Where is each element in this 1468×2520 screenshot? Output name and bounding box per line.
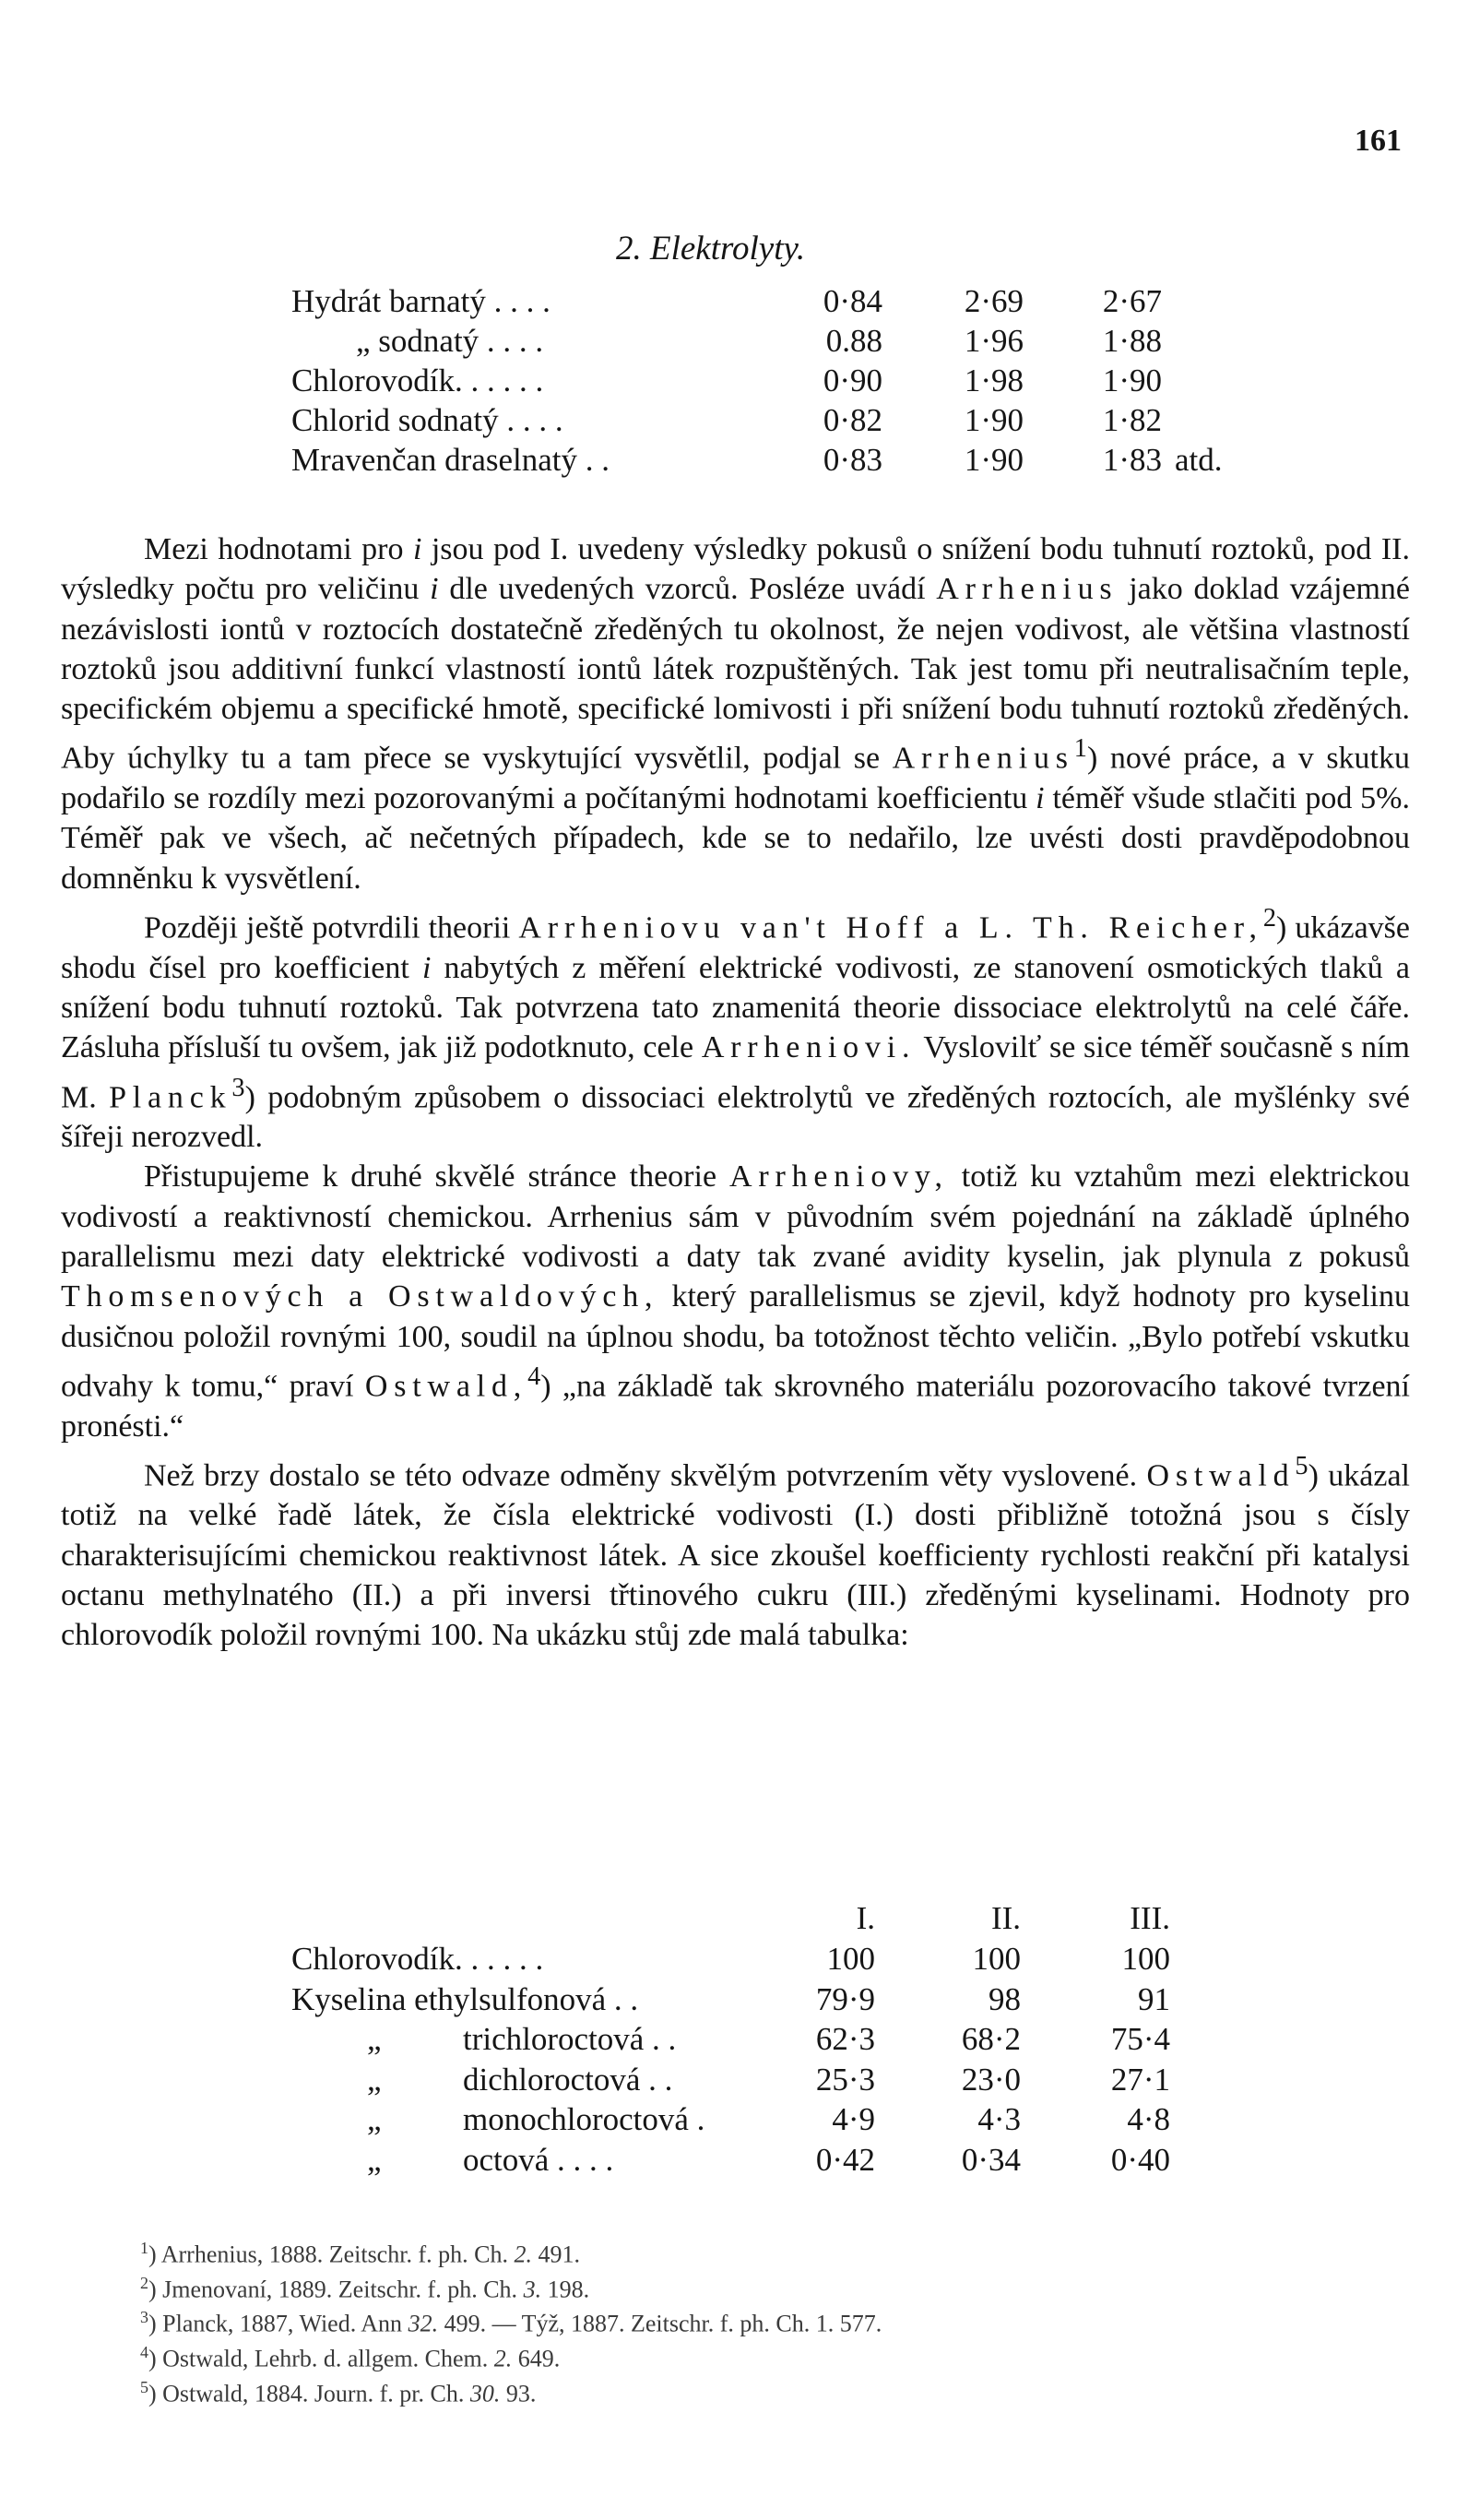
ditto-mark: „: [367, 2061, 382, 2098]
row-name: Hydrát barnatý . . . .: [291, 283, 550, 319]
footnote-text: ) Jmenovaní, 1889. Zeitschr. f. ph. Ch.: [148, 2276, 518, 2303]
value-1: 0·82: [823, 402, 882, 438]
spaced-name: Thomsenových a Ostwaldových,: [61, 1279, 659, 1314]
text-run: který parallelismus se zjevil, když hodnoty pro kyselinu dusičnou položil rovnými 100, soudil na úplnou shodu, ba totožnost těchto veličin. „Bylo potřebí vskutku odvahy k tomu,“ praví: [61, 1279, 1410, 1404]
text-run: jako doklad vzájemné nezávislosti iontů v roztocích dostatečně zředěných tu okolnost, že nejen vodivost, ale většina vlastností roztoků jsou additivní funkcí vlastností iontů látek rozpuštěných. Tak jest tomu při neutralisačním teple, specifickém objemu a specifické hmotě, specifické lomivosti i při snížení bodu tuhnutí roztoků zředěných. Aby úchylky tu a tam přece se vyskytující vysvětlil, podjal se: [61, 572, 1411, 776]
symbol-i: i: [412, 532, 422, 566]
value-1: 25·3: [815, 2061, 875, 2098]
symbol-i: i: [430, 572, 439, 607]
text-run: ) ukázavše shodu čísel pro koefficient: [61, 910, 1410, 985]
value-1: 4·9: [832, 2101, 875, 2137]
section-title-text: 2. Elektrolyty.: [616, 230, 806, 267]
value-3: 1·83: [1102, 442, 1162, 478]
row-name: octová . . . .: [463, 2141, 614, 2178]
value-1: 0.88: [825, 323, 882, 359]
footnote-text: 93.: [505, 2380, 537, 2407]
value-3: 2·67: [1102, 283, 1162, 319]
value-1: 0·84: [823, 283, 882, 319]
footnote-ref: 2: [1262, 904, 1277, 933]
text-run: ) ukázal totiž na velké řadě látek, že čísla elektrické vodivosti (I.) dosti přibližně totožná jsou s čísly charakterisujícími chemickou reaktivnost látek. A sice zkoušel koefficienty rychlosti reakční při katalysi octanu methylnatého (II.) a při inversi třtinového cukru (III.) zředěnými kyselinami. Hodnoty pro chlorovodík položil rovnými 100. Na ukázku stůj zde malá tabulka:: [61, 1458, 1411, 1653]
value-2: 1·90: [964, 442, 1024, 478]
spaced-name: Ostwald,: [364, 1369, 528, 1404]
footnote-mark: 2: [140, 2273, 148, 2292]
row-name: Chlorovodík. . . . . .: [291, 1941, 544, 1977]
text-run: jsou pod I. uvedeny výsledky pokusů o snížení bodu tuhnutí roztoků, pod II. výsledky počtu pro veličinu: [61, 532, 1410, 607]
text-run: Později ještě potvrdili theorii: [144, 910, 511, 945]
value-1: 0·42: [815, 2141, 875, 2178]
value-1: 0·83: [823, 442, 882, 478]
value-3: 91: [1138, 1980, 1170, 2017]
value-2: 1·96: [964, 323, 1024, 359]
text-run: téměř všude stlačiti pod 5%. Téměř pak ve všech, ač nečetných případech, kde se to nedařilo, lze uvésti dosti pravděpodobnou domněnku k vysvětlení.: [61, 781, 1410, 896]
row-name: Chlorid sodnatý . . . .: [291, 402, 563, 438]
footnote-text: 649.: [517, 2345, 561, 2372]
row-name: dichloroctová . .: [463, 2061, 673, 2098]
value-1: 100: [826, 1941, 875, 1977]
body-text: [61, 529, 1410, 1656]
footnote-volume: 30.: [469, 2380, 501, 2407]
spaced-name: Arrheniovy,: [728, 1159, 949, 1195]
value-1: 0·90: [823, 363, 882, 398]
text-run: Vyslovilť se sice téměř současně s ním M.: [61, 1030, 1411, 1114]
footnote: [140, 2303, 882, 2338]
footnote-text: ) Ostwald, Lehrb. d. allgem. Chem.: [148, 2345, 489, 2372]
text-run: ) podobným způsobem o dissociaci elektrolytů ve zředěných roztocích, ale myšlénky své šířeji nerozvedl.: [61, 1079, 1411, 1155]
value-3: 1·82: [1102, 402, 1162, 438]
row-name: Chlorovodík. . . . . .: [291, 363, 544, 398]
text-run: Než brzy dostalo se této odvaze odměny skvělým potvrzením věty vyslovené.: [144, 1458, 1138, 1493]
footnote-volume: 2.: [514, 2241, 532, 2268]
footnote-ref: 3: [231, 1073, 245, 1102]
value-3: 4·8: [1127, 2101, 1170, 2137]
spaced-name: Arrhenius: [892, 741, 1074, 776]
row-name: Kyselina ethylsulfonová . .: [291, 1980, 639, 2017]
footnote-text: ) Planck, 1887, Wied. Ann: [148, 2310, 403, 2337]
footnote-text: 198.: [547, 2276, 590, 2303]
value-2: 98: [989, 1980, 1021, 2017]
text-run: ) nové práce, a v skutku podařilo se rozdíly mezi pozorovanými a počítanými hodnotami koefficientu: [61, 741, 1410, 816]
footnotes: [140, 2234, 882, 2407]
row-name: „ sodnatý . . . .: [356, 323, 544, 359]
value-1: 62·3: [815, 2021, 875, 2057]
value-3: 1·90: [1102, 363, 1162, 398]
symbol-i: i: [1036, 781, 1045, 816]
paragraph: [61, 898, 1410, 1157]
ditto-mark: „: [367, 2141, 382, 2178]
footnote: [140, 2373, 882, 2408]
row-name: Mravenčan draselnatý . .: [291, 442, 610, 478]
spaced-name: Ostwald: [1146, 1458, 1296, 1493]
paragraph: [61, 1446, 1410, 1656]
ditto-mark: „: [367, 2101, 382, 2137]
footnote: [140, 2338, 882, 2373]
footnote-mark: 3: [140, 2308, 148, 2327]
spaced-name: Arrheniovu van't Hoff a L. Th. Reicher,: [518, 910, 1263, 945]
value-2: 2·69: [964, 283, 1024, 319]
footnote-text: 491.: [538, 2241, 580, 2268]
footnote-volume: 3.: [523, 2276, 542, 2303]
row-extra: atd.: [1175, 442, 1223, 478]
footnote-text: ) Ostwald, 1884. Journ. f. pr. Ch.: [148, 2380, 465, 2407]
row-name: trichloroctová . .: [463, 2021, 677, 2057]
footnote-volume: 32.: [408, 2310, 439, 2337]
footnote-text: 499. — Týž, 1887. Zeitschr. f. ph. Ch. 1. 577.: [444, 2310, 882, 2337]
footnote-mark: 5: [140, 2377, 148, 2396]
value-3: 1·88: [1102, 323, 1162, 359]
header-I: I.: [856, 1900, 875, 1936]
text-run: totiž ku vztahům mezi elektrickou vodivostí a reaktivností chemickou. Arrhenius sám v původním svém pojednání na základě úplného parallelismu mezi daty elektrické vodivosti a daty tak zvané avidity kyselin, jak plynula z pokusů: [61, 1159, 1411, 1275]
footnote-text: ) Arrhenius, 1888. Zeitschr. f. ph. Ch.: [148, 2241, 508, 2268]
value-3: 75·4: [1110, 2021, 1170, 2057]
value-2: 68·2: [961, 2021, 1021, 2057]
text-run: nabytých z měření elektrické vodivosti, ze stanovení osmotických tlaků a snížení bodu tuhnutí roztoků. Tak potvrzena tato znamenitá theorie dissociace elektrolytů na celé čáře. Zásluha přísluší tu ovšem, jak již podotknuto, cele: [61, 950, 1410, 1065]
symbol-i: i: [421, 950, 432, 985]
value-2: 4·3: [977, 2101, 1021, 2137]
footnote: [140, 2234, 882, 2269]
value-1: 79·9: [815, 1980, 875, 2017]
spaced-name: Planck: [109, 1079, 232, 1114]
footnote: [140, 2269, 882, 2304]
text-run: Přistupujeme k druhé skvělé stránce theorie: [144, 1159, 717, 1195]
paragraph: [61, 529, 1410, 898]
footnote-mark: 4: [140, 2342, 148, 2361]
footnote-ref: 4: [527, 1361, 541, 1391]
paragraph: [61, 1157, 1410, 1445]
text-run: dle uvedených vzorců. Posléze uvádí: [449, 572, 926, 607]
value-2: 100: [972, 1941, 1021, 1977]
text-run: ) „na základě tak skrovného materiálu pozorovacího takové tvrzení pronésti.“: [61, 1369, 1410, 1444]
value-2: 23·0: [961, 2061, 1021, 2098]
spaced-name: Arrhenius: [936, 572, 1119, 607]
ditto-mark: „: [367, 2021, 382, 2057]
page-number: 161: [1355, 124, 1402, 158]
value-3: 0·40: [1110, 2141, 1170, 2178]
row-name: monochloroctová .: [463, 2101, 705, 2137]
value-2: 0·34: [961, 2141, 1021, 2178]
footnote-ref: 1: [1073, 734, 1087, 764]
value-2: 1·98: [964, 363, 1024, 398]
header-III: III.: [1130, 1900, 1170, 1936]
value-2: 1·90: [964, 402, 1024, 438]
value-3: 100: [1121, 1941, 1170, 1977]
value-3: 27·1: [1110, 2061, 1170, 2098]
section-title: [616, 229, 805, 268]
text-run: Mezi hodnotami pro: [144, 532, 404, 566]
header-II: II.: [990, 1900, 1021, 1936]
footnote-ref: 5: [1295, 1451, 1308, 1480]
spaced-name: Arrheniovi.: [701, 1030, 917, 1065]
footnote-volume: 2.: [493, 2345, 513, 2372]
footnote-mark: 1: [140, 2239, 148, 2257]
